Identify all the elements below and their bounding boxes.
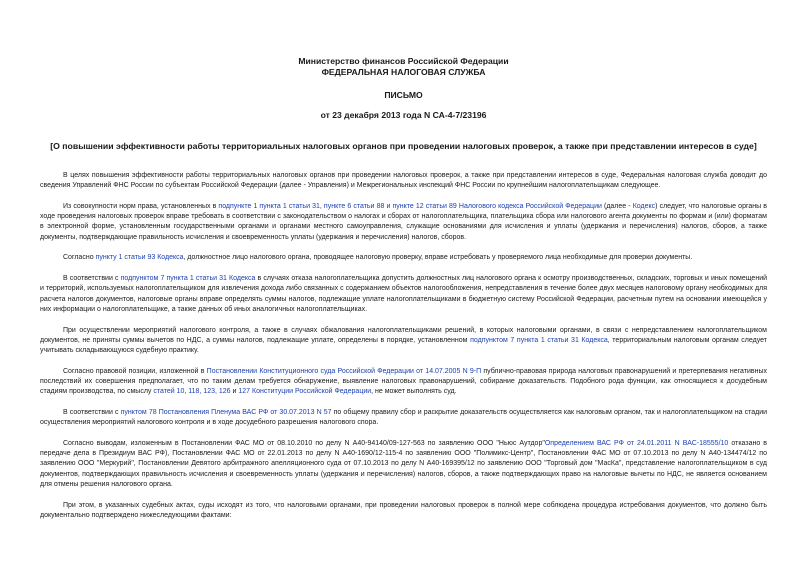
paragraph-text: публично-правовая природа налоговых правонарушений и претерпевания негативных последствий их совершения предполагает, что по таким делам требуется обнаружение, выявление налоговых правонарушений, собирание доказательств. Подобного рода функции, как относящиеся к досудебным стадиям производства, по смыслу: [40, 367, 767, 396]
paragraph-text: При осуществлении мероприятий налогового контроля, а также в случаях обжалования налогоплательщиками решений, в которых налоговыми органами, в связи с непредставлением налогоплательщиком документов, не приняты суммы вычетов по НДС, а суммы налогов, подлежащие уплате, определены в порядке, установленном: [40, 326, 767, 344]
paragraph: [40, 253, 767, 263]
legal-reference-link[interactable]: Кодекс: [632, 203, 656, 210]
paragraph-text: по общему правилу сбор и раскрытие доказательств осуществляется как налоговым органом, так и налогоплательщиком на стадии осуществления мероприятий налогового контроля и в ходе досудебного разрешения налогового спора.: [40, 409, 768, 427]
paragraph-text: В целях повышения эффективности работы территориальных налоговых органов при проведении налоговых проверок, а также при представлении интересов в суде, Федеральная налоговая служба доводит до сведения Управлений ФНС России по субъектам Российской Федерации (далее - Управления) и Межрегиональных инспекций ФНС России по крупнейшим налогоплательщикам следующее.: [40, 172, 767, 190]
paragraph: [40, 274, 767, 315]
letter-type: ПИСЬМО: [384, 90, 423, 100]
paragraph-text: В соответствии с: [63, 275, 121, 283]
service-name: ФЕДЕРАЛЬНАЯ НАЛОГОВАЯ СЛУЖБА: [321, 67, 486, 77]
paragraph: [40, 501, 767, 521]
paragraph-text: отказано в передаче дела в Президиум ВАС РФ), Постановлении ФАС МО от 22.01.2013 по делу N А40-1690/12-115-4 по заявлению ООО "Полимикс-Центр", Постановлении ФАС МО от 07.10.2013 по делу N А40-134474/12 по заявлению ООО "Меркурий", Постановлении Девятого арбитражного апелляционного суда от 07.10.2013 по делу N А40-169395/12 по заявлению ООО "Торговый дом "МасКа", представление налогоплательщиком в суд документов, подтверждающих правильность исчисления и своевременность уплаты (удержания и перечисления) налогов, сборов, а также подтверждающих право на налоговые вычеты по НДС, не является основанием для отмены решения налогового органа.: [40, 440, 768, 488]
paragraph-text: При этом, в указанных судебных актах, суды исходят из того, что налоговыми органами, при проведении налоговых проверок в полной мере соблюдена процедура истребования документов, что должно быть документально подтверждено нижеследующими фактами:: [40, 501, 767, 519]
paragraph-text: и: [230, 388, 239, 396]
ministry-name: Министерство финансов Российской Федерации: [298, 56, 509, 66]
legal-reference-link[interactable]: 127 Конституции Российской Федерации: [238, 388, 372, 396]
paragraph-text: в случаях отказа налогоплательщика допустить должностных лиц налогового органа к осмотру производственных, складских, торговых и иных помещений и территорий, используемых налогоплательщиком для извлечения дохода либо связанных с содержанием объектов налогообложения, непредставления в течение более двух месяцев налоговому органу необходимых для расчета налогов документов, налоговые органы вправе определять суммы налогов, подлежащие уплате налогоплательщиками в бюджетную систему Российской Федерации, расчетным путем на основании имеющейся у них информации о налогоплательщике, а также данных об иных аналогичных налогоплательщиках.: [40, 275, 768, 313]
paragraph: [40, 171, 767, 191]
paragraph: [40, 408, 767, 428]
legal-reference-link[interactable]: статей 10, 118, 123, 126: [153, 388, 231, 396]
paragraph: [40, 367, 767, 398]
paragraph: [40, 326, 767, 357]
paragraph-text: Из совокупности норм права, установленных в: [63, 203, 219, 210]
paragraph-text: Согласно: [63, 254, 96, 262]
paragraph-text: , территориальным налоговым органам следует учитывать складывающуюся судебную практику.: [40, 336, 767, 355]
paragraph: [40, 439, 767, 490]
paragraph: [40, 202, 767, 243]
legal-reference-link[interactable]: подпунктом 7 пункта 1 статьи 31 Кодекса: [120, 275, 256, 283]
paragraph-text: Согласно выводам, изложенным в Постановлении ФАС МО от 08.10.2010 по делу N А40-94140/09-127-563 по заявлению ООО "Ньюс Аутдор": [63, 440, 545, 448]
document-title: [О повышении эффективности работы территориальных налоговых органов при проведении налоговых проверок, а также при представлении интересов в суде]: [50, 141, 757, 151]
paragraph-text: , должностное лицо налогового органа, проводящее налоговую проверку, вправе истребовать у проверяемого лица необходимые для проверки документы.: [183, 254, 693, 262]
legal-reference-link[interactable]: пунктом 78 Постановления Пленума ВАС РФ от 30.07.2013 N 57: [120, 409, 332, 417]
letter-header: [0, 56, 807, 121]
document-body: [40, 171, 767, 521]
paragraph-text: ) следует, что налоговые органы в ходе проведения налоговых проверок вправе требовать в соответствии с законодательством о налогах и сборах от налогоплательщика, плательщика сбора или налогового агента документы по формам и (или) форматам в электронной форме, установленным государственными органами и органами местного самоуправления, служащие основаниями для исчисления и уплаты (удержания и перечисления) налогов, сборов, а также документы, подтверждающие правильность исчисления и своевременность уплаты (удержания и перечисления) налогов, сборов.: [40, 203, 767, 241]
legal-reference-link[interactable]: подпунктом 7 пункта 1 статьи 31 Кодекса: [470, 336, 608, 344]
paragraph-text: , не может выполнять суд.: [371, 388, 457, 396]
paragraph-text: Согласно правовой позиции, изложенной в: [63, 367, 207, 375]
paragraph-text: В соответствии с: [63, 409, 121, 417]
legal-reference-link[interactable]: подпункте 1 пункта 1 статьи 31, пункте 6 статьи 88 и пункте 12 статьи 89 Налогового кодекса Российской Федерации: [218, 203, 602, 210]
legal-reference-link[interactable]: Определением ВАС РФ от 24.01.2011 N ВАС-18555/10: [544, 440, 729, 448]
letter-date: от 23 декабря 2013 года N СА-4-7/23196: [320, 110, 487, 120]
legal-reference-link[interactable]: Постановлении Конституционного суда Российской Федерации от 14.07.2005 N 9-П: [206, 367, 482, 375]
paragraph-text: (далее -: [601, 203, 633, 210]
legal-reference-link[interactable]: пункту 1 статьи 93 Кодекса: [95, 254, 184, 262]
